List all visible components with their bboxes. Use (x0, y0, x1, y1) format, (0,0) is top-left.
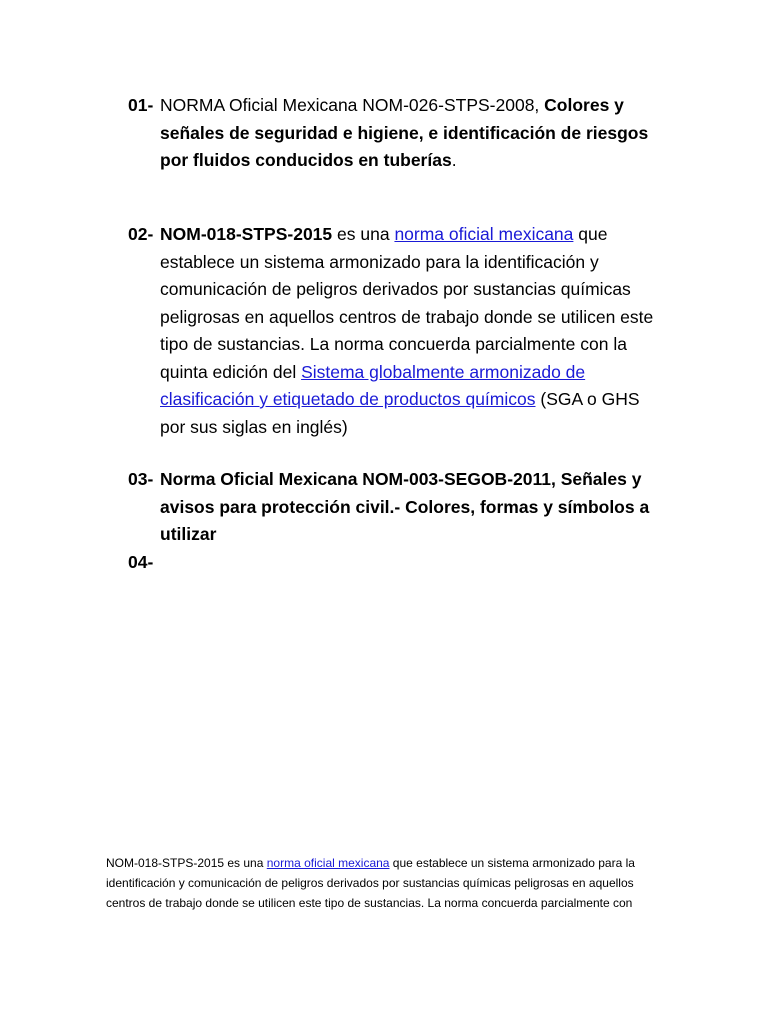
list-item-01 (128, 92, 668, 175)
item-text-part: (SGA o GHS por sus siglas en inglés) (160, 389, 640, 437)
item-text (160, 221, 668, 441)
item-text-part: es una (332, 224, 395, 244)
item-number: 04- (128, 552, 154, 572)
item-bold-title: Norma Oficial Mexicana NOM-003-SEGOB-2011, Señales y avisos para protección civil.- Colores, formas y símbolos a utilizar (160, 469, 650, 544)
item-plain-text: NORMA Oficial Mexicana NOM-026-STPS-2008, (160, 95, 545, 115)
item-number: 02- (128, 224, 154, 244)
footer-paragraph (106, 853, 672, 913)
list-item-03 (128, 466, 668, 549)
item-bold-title: Colores y señales de seguridad e higiene, e identificación de riesgos por fluidos conducidos en tuberías (160, 95, 649, 170)
item-number: 01- (128, 95, 154, 115)
sga-link[interactable]: Sistema globalmente armonizado de clasificación y etiquetado de productos químicos (160, 361, 586, 409)
list-item-02 (128, 221, 668, 441)
item-bold-code: NOM-018-STPS-2015 (160, 224, 333, 244)
item-text (160, 466, 668, 549)
footer-text-part: que establece un sistema armonizado para la identificación y comunicación de peligros derivados por sustancias químicas peligrosas en aquellos centros de trabajo donde se utilicen este tipo de sustancias. La norma concuerda parcialmente con (106, 856, 635, 910)
item-text-part: que establece un sistema armonizado para la identificación y comunicación de peligros derivados por sustancias químicas peligrosas en aquellos centros de trabajo donde se utilicen este tipo de sustancias. La norma concuerda parcialmente con la quinta edición del (160, 224, 654, 382)
norma-oficial-link[interactable]: norma oficial mexicana (394, 224, 574, 244)
item-end-punct: . (451, 150, 457, 170)
footer-norma-link[interactable]: norma oficial mexicana (266, 856, 390, 870)
footer-text-part: NOM-018-STPS-2015 es una (106, 856, 267, 870)
item-text (160, 92, 668, 175)
item-number: 03- (128, 469, 154, 489)
